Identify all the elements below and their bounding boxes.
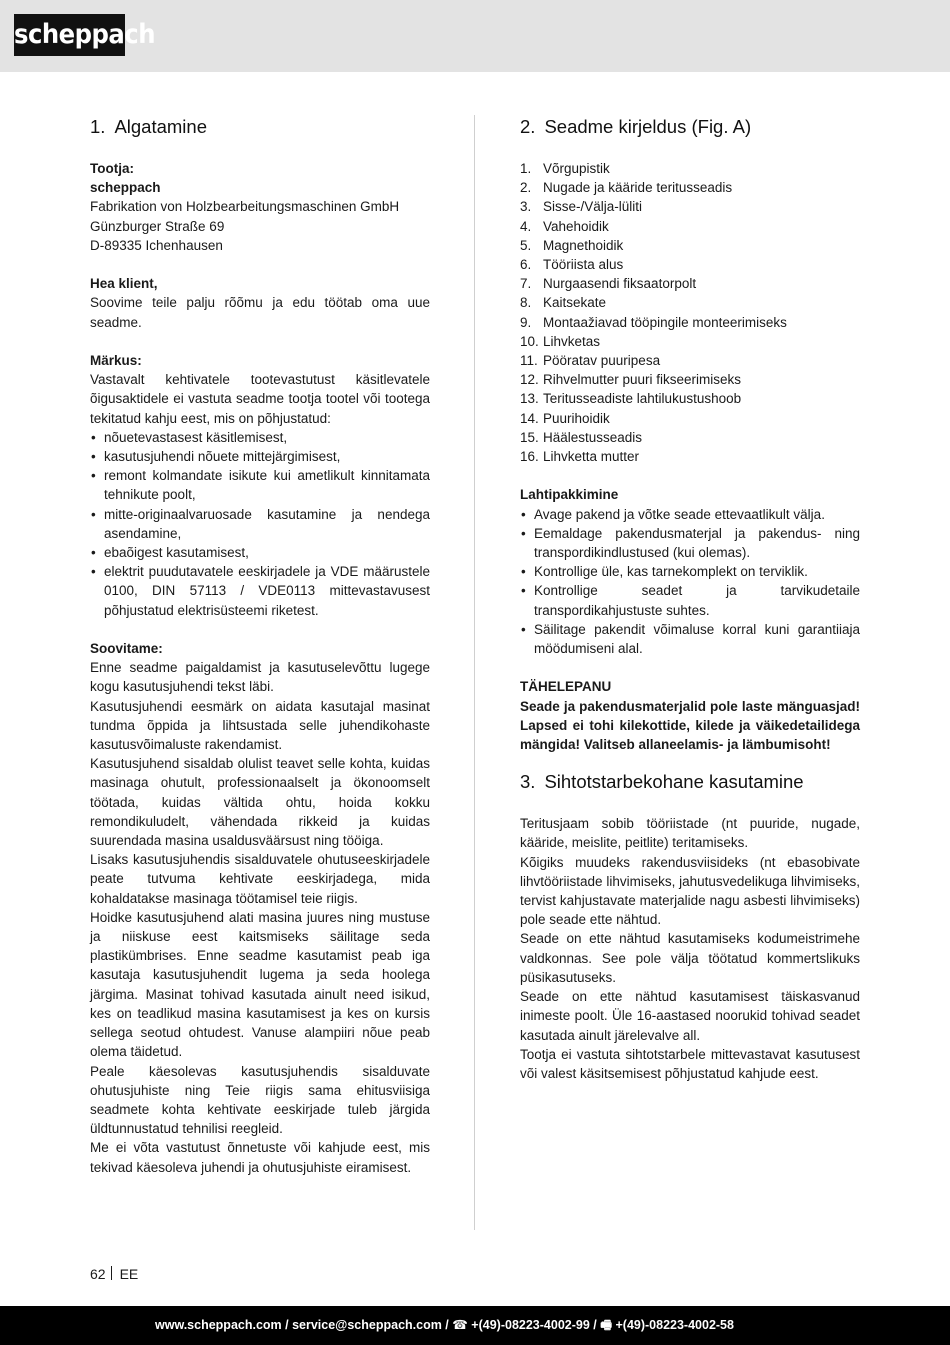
recommend-paragraph: Kasutusjuhendi eesmärk on aidata kasutajal masinat tundma õppida ja lihtsustada selle juhendikohaste kasutusvõimaluste rakendamist. [90, 698, 430, 753]
intended-use-paragraph: Seade on ette nähtud kasutamisest täiskasvanud inimeste poolt. Üle 16-aastased noorukid tohivad seadet kasutada ainult järelevalve all. [520, 989, 860, 1043]
list-item: • Kontrollige üle, kas tarnekomplekt on terviklik. [520, 562, 860, 581]
greeting-text: Soovime teile palju rõõmu ja edu töötab oma uue seadme. [90, 295, 430, 330]
page-number [90, 1264, 138, 1284]
list-item: 13. Teritusseadiste lahtilukustushoob [520, 391, 742, 407]
manufacturer-line: D-89335 Ichenhausen [90, 237, 223, 253]
list-item: • Kontrollige seadet ja tarvikudetaile transpordikahjustuste suhtes. [520, 581, 860, 619]
footer-band [0, 1306, 950, 1345]
list-item: 8. Kaitsekate [520, 295, 607, 311]
left-column [90, 115, 430, 1177]
recommend-label: Soovitame: [90, 641, 163, 657]
list-item: • remont kolmandate isikute kui ametlikult kinnitamata tehnikute poolt, [90, 466, 430, 504]
recommend-paragraph: Lisaks kasutusjuhendis sisalduvatele ohutuseeskirjadele peate tutvuma kehtivate eeskirjadega, mida kohaldatakse masinaga töötamisel teie riigis. [90, 852, 430, 906]
greeting-label: Hea klient, [90, 276, 158, 292]
list-item: 4. Vahehoidik [520, 218, 609, 234]
manufacturer-name: scheppach [90, 180, 161, 196]
note-label: Märkus: [90, 353, 142, 368]
recommend-paragraph: Kasutusjuhend sisaldab olulist teavet selle kohta, kuidas masinaga ohutult, professionaalselt ja ökonoomselt töötada, kuidas vältida ohtu, hoida kokku remondikuludelt, vähendada rikkeid ja kuidas suurendada masina usaldusväärsust ning tööiga. [90, 756, 430, 849]
intended-use-paragraph: Kõigiks muudeks rakendusviisideks (nt ebasobivate lihvtööriistade lihvimiseks, jahutusvedelikuga lihvimiseks, tervist kahjustavate materjalide nagu asbesti lihvimiseks) pole seade ette nähtud. [520, 854, 860, 928]
list-item: 12. Rihvelmutter puuri fikseerimiseks [520, 372, 742, 388]
section-heading-introduction: 1. Algatamine [90, 116, 207, 137]
list-item: • mitte-originaalvaruosade kasutamine ja nendega asendamine, [90, 505, 430, 543]
list-item: 5. Magnethoidik [520, 237, 624, 253]
manufacturer-label: Tootja: [90, 161, 134, 176]
note-bullet-list [90, 428, 430, 620]
manufacturer-line: Günzburger Straße 69 [90, 218, 225, 234]
manufacturer-line: Fabrikation von Holzbearbeitungsmaschinen GmbH [90, 199, 400, 215]
recommend-paragraph: Peale käesolevas kasutusjuhendis sisalduvate ohutusjuhiste ning Teie riigis sama ehitusviisiga seadmete kohta kehtivate eeskirjade tuleb järgida üldtunnustatud tehnilisi reegleid. [90, 1063, 430, 1137]
list-item: 16. Lihvketta mutter [520, 449, 640, 465]
scheppach-logo: scheppach [14, 14, 125, 56]
list-item: 7. Nurgaasendi fiksaatorpolt [520, 276, 697, 292]
unpacking-label: Lahtipakkimine [520, 487, 619, 503]
list-item: 2. Nugade ja kääride teritusseadis [520, 180, 733, 196]
list-item: • elektrit puudutavatele eeskirjadele ja VDE määrustele 0100, DIN 57113 / VDE0113 mittevastavusest põhjustatud elektrisüsteemi riketest. [90, 562, 430, 620]
parts-list [520, 159, 860, 466]
section-heading-intended-use: 3. Sihtotstarbekohane kasutamine [520, 771, 804, 793]
list-item: 14. Puurihoidik [520, 410, 610, 426]
list-item: • Avage pakend ja võtke seade ettevaatlikult välja. [520, 505, 860, 524]
page-language: EE [119, 1266, 139, 1282]
warning-label: TÄHELEPANU [520, 679, 612, 695]
list-item: • ebaõigest kasutamisest, [90, 543, 430, 562]
recommend-paragraph: Me ei võta vastutust õnnetuste või kahjude eest, mis tekivad käesoleva juhendi ja ohutusjuhiste eiramisest. [90, 1140, 430, 1175]
intended-use-paragraph: Teritusjaam sobib tööriistade (nt puuride, nugade, kääride, meislite, peitlite) teritamiseks. [520, 816, 860, 851]
list-item: • Säilitage pakendit võimaluse korral kuni garantiiaja möödumiseni alal. [520, 620, 860, 658]
right-column [520, 115, 860, 1083]
list-item: 1. Võrgupistik [520, 161, 610, 176]
list-item: • nõuetevastasest käsitlemisest, [90, 428, 430, 447]
list-item: • Eemaldage pakendusmaterjal ja pakendus- ning transpordikindlustused (kui olemas). [520, 524, 860, 562]
list-item: 9. Montaažiavad tööpingile monteerimiseks [520, 314, 787, 330]
recommend-paragraph: Hoidke kasutusjuhend alati masina juures ning mustuse ja niiskuse eest kaitsmiseks säilitage seda plastikümbrises. Enne seadme kasutamist peab iga kasutaja kasutusjuhendit lugema ja seda hoolega järgima. Masinat tohivad kasutada ainult need isikud, kes on teadlikud masina kasutamisest ja kes on kursis sellega seotud ohtudest. Vanuse alampiiri nõue peab olema täidetud. [90, 909, 430, 1060]
warning-text: Seade ja pakendusmaterjalid pole laste mänguasjad! Lapsed ei tohi kilekottide, kilede ja väikedetailidega mängida! Valitseb allaneelamis- ja lämbumisoht! [520, 698, 860, 753]
intended-use-paragraph: Tootja ei vastuta sihtotstarbele mittevastavat kasutusest või valest käsitsemisest põhjustatud kahjude eest. [520, 1046, 860, 1081]
list-item: 6. Tööriista alus [520, 257, 624, 273]
list-item: 3. Sisse-/Välja-lüliti [520, 199, 643, 215]
intended-use-paragraph: Seade on ette nähtud kasutamiseks kodumeistrimehe valdkonnas. See pole välja töötatud kommertslikuks püsikasutuseks. [520, 931, 860, 985]
header-band [0, 0, 950, 72]
list-item: • kasutusjuhendi nõuete mittejärgimisest, [90, 447, 430, 466]
column-divider [474, 115, 475, 1230]
recommend-paragraph: Enne seadme paigaldamist ja kasutuselevõttu lugege kogu kasutusjuhendi tekst läbi. [90, 660, 430, 695]
list-item: 15. Häälestusseadis [520, 429, 643, 445]
page-number-value: 62 [90, 1266, 106, 1282]
footer-contact: www.scheppach.com / service@scheppach.com / ☎ +(49)-08223-4002-99 / 🖷 +(49)-08223-4002-58 [155, 1318, 734, 1332]
list-item: 10. Lihvketas [520, 333, 601, 349]
section-heading-device-description: 2. Seadme kirjeldus (Fig. A) [520, 116, 752, 137]
unpacking-bullet-list [520, 505, 860, 659]
note-text: Vastavalt kehtivatele tootevastutust käsitlevatele õigusaktidele ei vastuta seadme tootja tootel või tootega tekitatud kahju eest, mis on põhjustatud: [90, 372, 430, 426]
page-separator [111, 1266, 112, 1280]
list-item: 11. Pööratav puuripesa [520, 353, 661, 369]
